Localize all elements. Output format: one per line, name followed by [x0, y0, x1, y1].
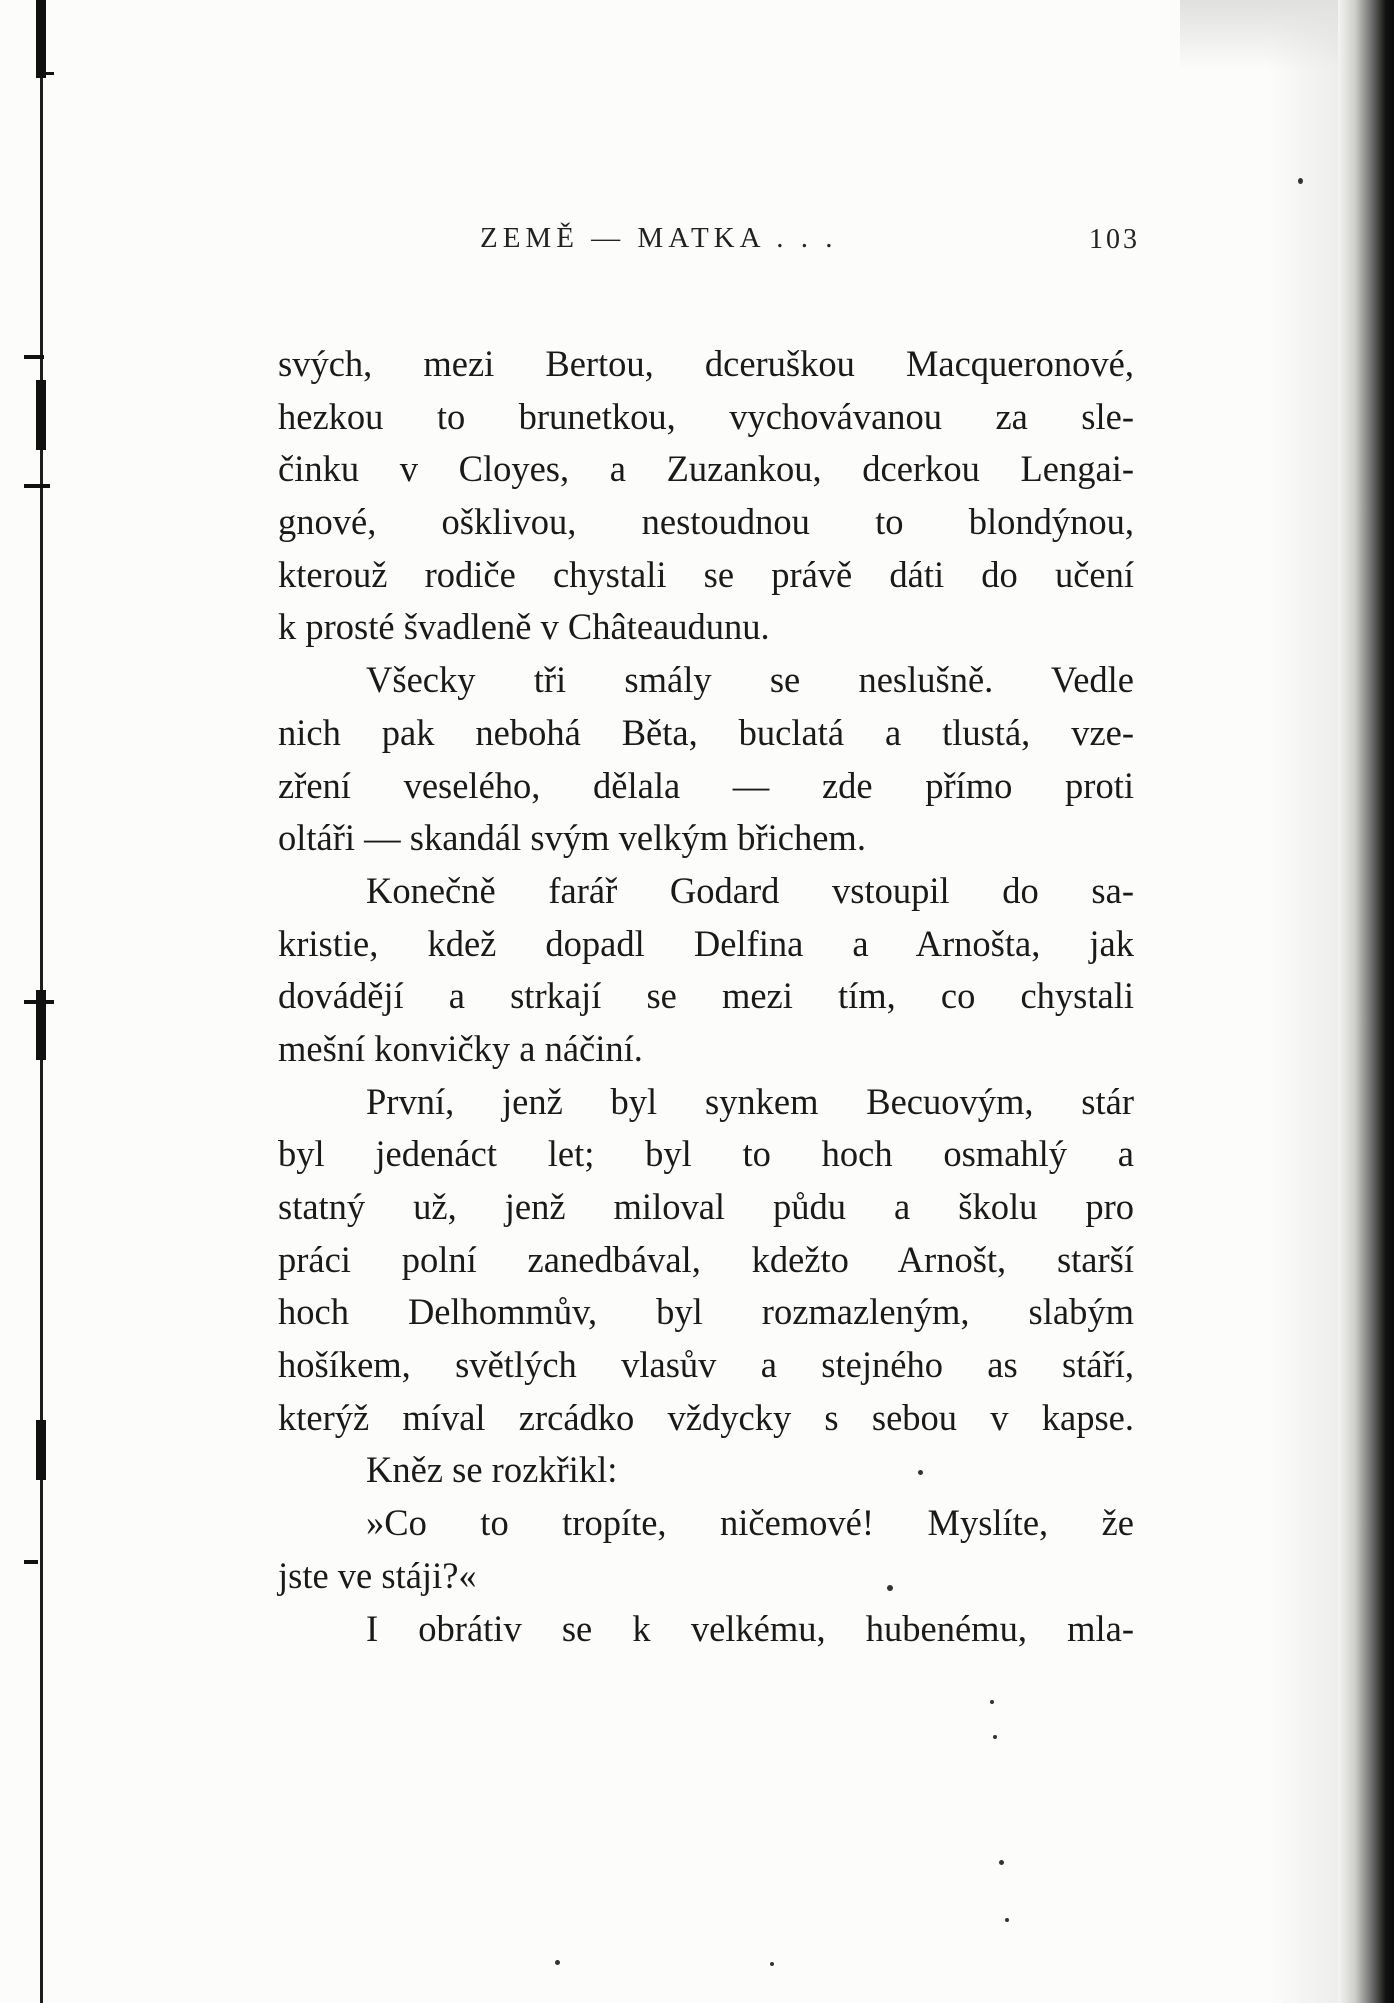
- binding-tick: [24, 1000, 54, 1004]
- text-line: Všecky tři smály se neslušně. Vedle: [366, 659, 1134, 701]
- text-line: zření veselého, dělala — zde přímo proti: [278, 764, 1134, 806]
- text-line: »Co to tropíte, ničemové! Myslíte, že: [366, 1502, 1134, 1544]
- print-speck: [887, 1585, 893, 1591]
- page-number: 103: [1089, 224, 1140, 255]
- text-line: První, jenž byl synkem Becuovým, stár: [366, 1080, 1134, 1122]
- text-line: gnové, ošklivou, nestoudnou to blondýnou,: [278, 501, 1134, 543]
- binding-rule-segment: [36, 1420, 46, 1480]
- binding-tick: [24, 484, 50, 488]
- text-line: mešní konvičky a náčiní.: [278, 1027, 643, 1069]
- print-speck: [990, 1700, 994, 1704]
- binding-tick: [24, 1560, 38, 1564]
- text-line: hoch Delhommův, byl rozmazleným, slabým: [278, 1291, 1134, 1333]
- text-line: hezkou to brunetkou, vychovávanou za sle-: [278, 395, 1134, 437]
- body-text: [278, 338, 1134, 1655]
- text-line: kristie, kdež dopadl Delfina a Arnošta, jak: [278, 922, 1134, 964]
- scanner-edge: [1338, 0, 1394, 2003]
- print-speck: [770, 1962, 774, 1966]
- text-line: hošíkem, světlých vlasův a stejného as stáří,: [278, 1344, 1134, 1386]
- text-line: jste ve stáji?«: [278, 1554, 477, 1596]
- print-speck: [555, 1960, 560, 1965]
- text-line: práci polní zanedbával, kdežto Arnošt, starší: [278, 1238, 1134, 1280]
- text-line: činku v Cloyes, a Zuzankou, dcerkou Lengai-: [278, 448, 1134, 490]
- running-head: [280, 222, 1140, 262]
- text-line: dovádějí a strkají se mezi tím, co chystali: [278, 975, 1134, 1017]
- text-line: k prosté švadleně v Châteaudunu.: [278, 606, 770, 648]
- print-speck: [1298, 178, 1303, 184]
- print-speck: [999, 1860, 1004, 1865]
- binding-rule-segment: [36, 0, 46, 78]
- text-line: nich pak nebohá Běta, buclatá a tlustá, vze-: [278, 711, 1134, 753]
- text-line: kterýž míval zrcádko vždycky s sebou v kapse.: [278, 1396, 1134, 1438]
- running-head-title: ZEMĚ — MATKA . . .: [480, 222, 838, 254]
- binding-rule-segment: [36, 380, 46, 450]
- text-line: oltáři — skandál svým velkým břichem.: [278, 817, 866, 859]
- text-line: Konečně farář Godard vstoupil do sa-: [366, 869, 1134, 911]
- text-line: byl jedenáct let; byl to hoch osmahlý a: [278, 1133, 1134, 1175]
- text-line: I obrátiv se k velkému, hubenému, mla-: [366, 1607, 1134, 1649]
- text-line: statný už, jenž miloval půdu a školu pro: [278, 1186, 1134, 1227]
- binding-tick: [24, 355, 44, 359]
- page-edge-shade: [1268, 0, 1338, 2003]
- print-speck: [1005, 1918, 1009, 1922]
- print-speck: [918, 1470, 923, 1475]
- text-line: svých, mezi Bertou, dceruškou Macqueronové,: [278, 343, 1134, 384]
- print-speck: [993, 1735, 997, 1739]
- text-line: kterouž rodiče chystali se právě dáti do učení: [278, 553, 1134, 595]
- text-line: Kněz se rozkřikl:: [366, 1449, 618, 1491]
